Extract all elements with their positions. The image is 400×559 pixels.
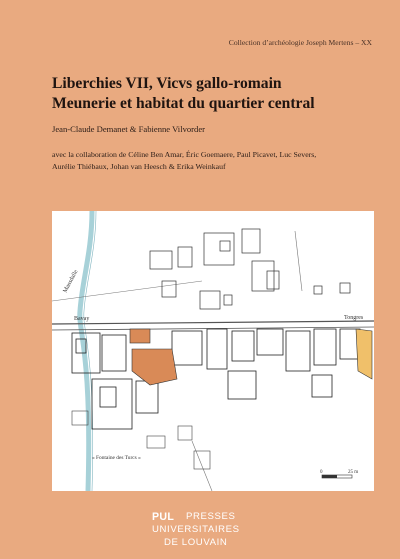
scale-zero: 0 (320, 470, 323, 475)
road-main (52, 321, 374, 324)
title-line-1: Liberchies VII, Vicvs gallo-romain (52, 75, 282, 92)
publisher-mark: PUL (152, 511, 175, 523)
mill-area-highlight (130, 329, 177, 385)
label-tongres: Tongres (344, 315, 364, 321)
publisher-line-2: UNIVERSITAIRES (152, 524, 240, 535)
label-mansdale: Mansdalle (62, 269, 80, 294)
publisher-line-1: PRESSES (186, 511, 236, 522)
authors: Jean-Claude Demanet & Fabienne Vilvorder (52, 124, 206, 134)
publisher-line-3: DE LOUVAIN (164, 537, 228, 548)
label-fontaine: « Fontaine des Turcs » (92, 455, 141, 461)
title-line-2: Meunerie et habitat du quartier central (52, 95, 315, 112)
collab-line-1: avec la collaboration de Céline Ben Amar, Éric Goemaere, Paul Picavet, Luc Severs, (52, 150, 317, 159)
road-secondary (52, 281, 202, 301)
scale-end: 25 m (348, 470, 359, 475)
book-title (52, 74, 315, 114)
publisher-logo (152, 508, 248, 550)
collab-line-2: Aurélie Thiébaux, Johan van Heesch & Erika Weinkauf (52, 161, 226, 171)
habitat-area-highlight (356, 329, 372, 379)
label-bavay: Bavay (74, 316, 90, 322)
scale-bar (320, 470, 358, 478)
site-plan-drawing (52, 211, 374, 491)
road-south (192, 441, 212, 491)
series-title: Collection d’archéologie Joseph Mertens – XX (228, 38, 372, 47)
road-main-edge (52, 327, 374, 330)
road-north (295, 231, 302, 291)
collaborators (52, 149, 372, 172)
central-buildings (72, 329, 360, 429)
site-plan (52, 211, 374, 491)
northern-buildings (150, 229, 350, 309)
